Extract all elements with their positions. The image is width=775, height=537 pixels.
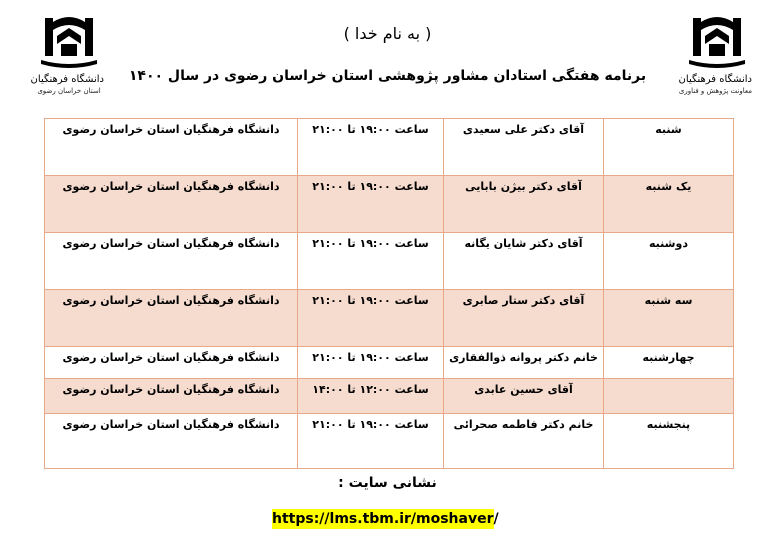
- table-row: [45, 379, 734, 414]
- time-cell: ساعت ۱۹:۰۰ تا ۲۱:۰۰: [298, 176, 444, 233]
- advisor-name-cell: آقای دکتر ستار صابری: [444, 290, 604, 347]
- logo-right-subtext: معاونت پژوهش و فناوری: [678, 87, 752, 95]
- day-cell: یک شنبه: [604, 176, 734, 233]
- site-url-link[interactable]: https://lms.tbm.ir/moshaver/: [272, 511, 499, 527]
- advisor-name-cell: آقای دکتر بیژن بابایی: [444, 176, 604, 233]
- university-emblem-icon: [685, 14, 749, 74]
- time-cell: ساعت ۱۹:۰۰ تا ۲۱:۰۰: [298, 119, 444, 176]
- university-emblem-icon: [37, 14, 101, 74]
- advisor-name-cell: آقای حسین عابدی: [444, 379, 604, 414]
- table-row: [45, 119, 734, 176]
- university-cell: دانشگاه فرهنگیان استان خراسان رضوی: [45, 347, 298, 379]
- university-cell: دانشگاه فرهنگیان استان خراسان رضوی: [45, 233, 298, 290]
- time-cell: ساعت ۱۹:۰۰ تا ۲۱:۰۰: [298, 414, 444, 469]
- logo-left-text: دانشگاه فرهنگیان: [30, 74, 104, 85]
- advisor-name-cell: آقای دکتر علی سعیدی: [444, 119, 604, 176]
- day-cell: چهارشنبه: [604, 347, 734, 379]
- site-address-label: نشانی سایت :: [338, 475, 437, 491]
- basmala-heading: ( به نام خدا ): [343, 24, 432, 43]
- table-row: [45, 290, 734, 347]
- university-cell: دانشگاه فرهنگیان استان خراسان رضوی: [45, 379, 298, 414]
- logo-right-text: دانشگاه فرهنگیان: [678, 74, 752, 85]
- university-cell: دانشگاه فرهنگیان استان خراسان رضوی: [45, 119, 298, 176]
- table-row: [45, 176, 734, 233]
- advisor-name-cell: خانم دکتر فاطمه صحرائی: [444, 414, 604, 469]
- university-cell: دانشگاه فرهنگیان استان خراسان رضوی: [45, 290, 298, 347]
- advisor-name-cell: خانم دکتر پروانه ذوالفقاری: [444, 347, 604, 379]
- time-cell: ساعت ۱۹:۰۰ تا ۲۱:۰۰: [298, 347, 444, 379]
- table-row: [45, 347, 734, 379]
- day-cell: [604, 379, 734, 414]
- time-cell: ساعت ۱۹:۰۰ تا ۲۱:۰۰: [298, 290, 444, 347]
- day-cell: شنبه: [604, 119, 734, 176]
- university-cell: دانشگاه فرهنگیان استان خراسان رضوی: [45, 414, 298, 469]
- time-cell: ساعت ۱۹:۰۰ تا ۲۱:۰۰: [298, 233, 444, 290]
- schedule-table: [44, 118, 734, 469]
- university-cell: دانشگاه فرهنگیان استان خراسان رضوی: [45, 176, 298, 233]
- table-row: [45, 414, 734, 469]
- day-cell: دوشنبه: [604, 233, 734, 290]
- day-cell: سه شنبه: [604, 290, 734, 347]
- logo-left-subtext: استان خراسان رضوی: [37, 87, 101, 95]
- day-cell: پنجشنبه: [604, 414, 734, 469]
- schedule-body: [45, 119, 734, 469]
- advisor-name-cell: آقای دکتر شایان یگانه: [444, 233, 604, 290]
- time-cell: ساعت ۱۲:۰۰ تا ۱۴:۰۰: [298, 379, 444, 414]
- table-row: [45, 233, 734, 290]
- page-title: برنامه هفتگی استادان مشاور پژوهشی استان خراسان رضوی در سال ۱۴۰۰: [128, 68, 647, 84]
